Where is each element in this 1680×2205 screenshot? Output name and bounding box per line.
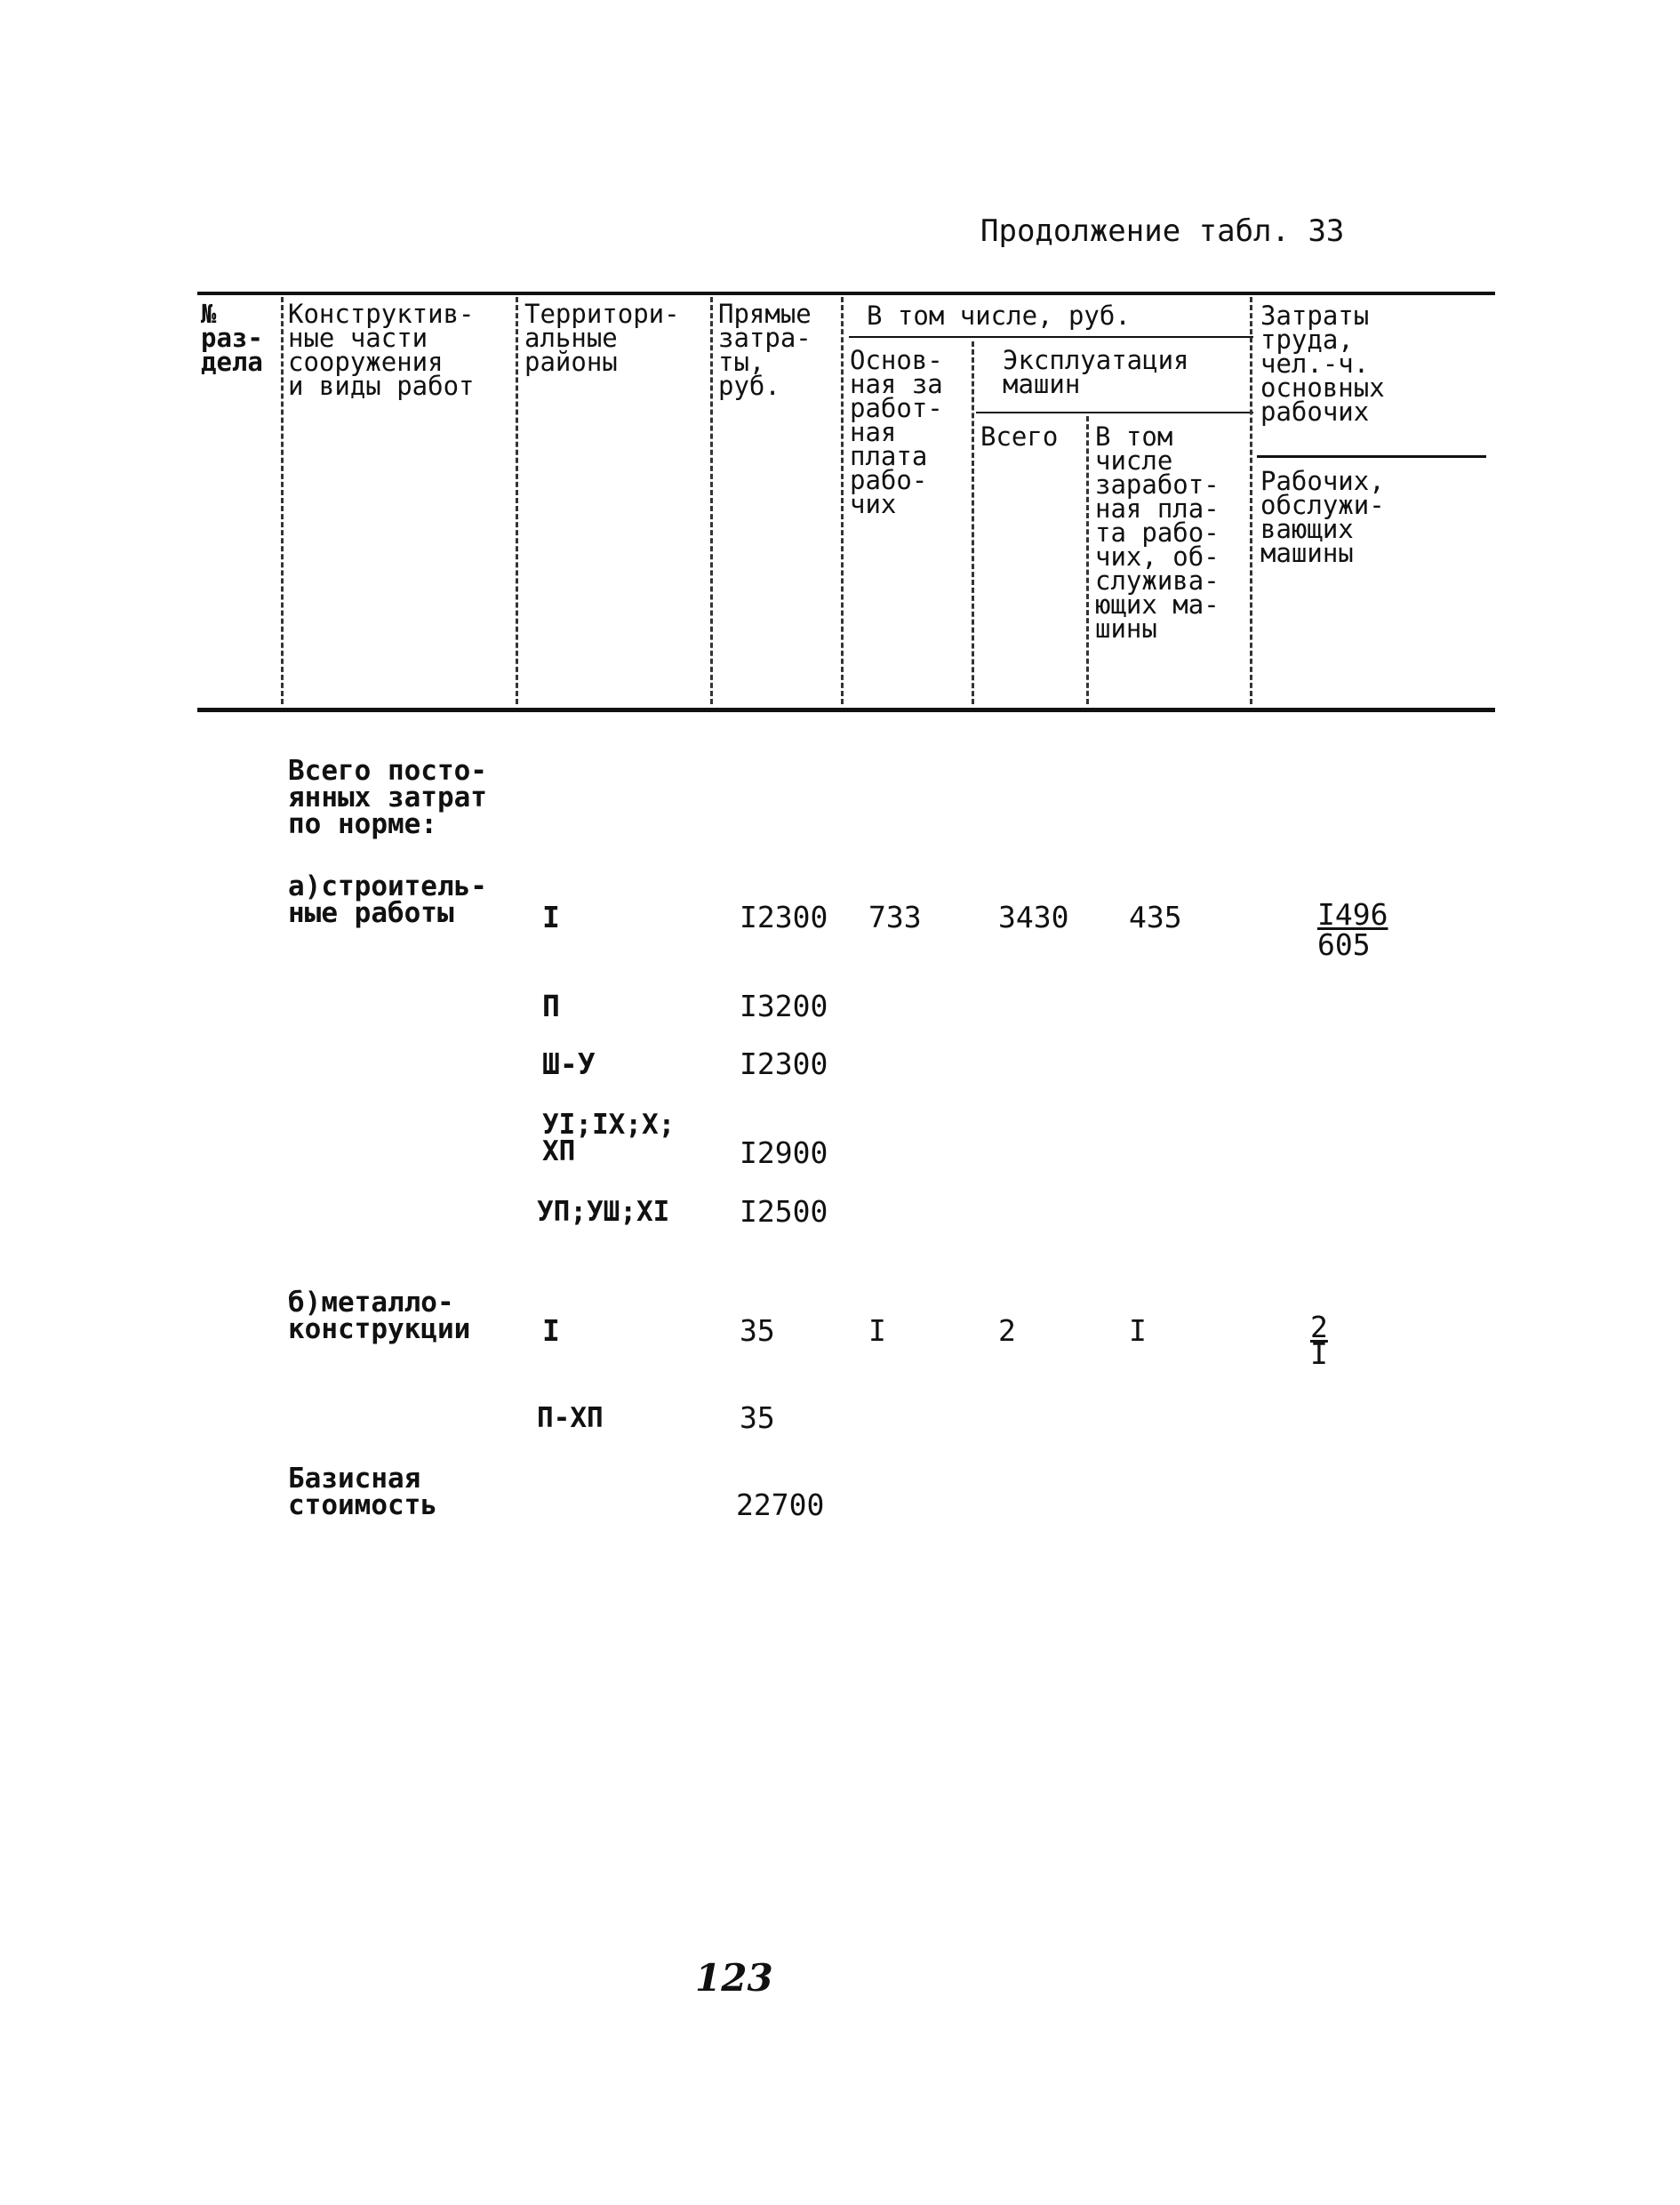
base-cost-label: Базисная стоимость [288, 1463, 437, 1521]
page-number: 123 [695, 1956, 773, 2000]
section-a-label: а)строитель- ные работы [288, 870, 487, 929]
header-group-including: В том числе, руб. [867, 301, 1131, 331]
header-col-labor-top: Затраты труда, чел.-ч. основных рабочих [1260, 301, 1385, 427]
col-sep-2 [516, 297, 518, 704]
machines-underline [976, 412, 1253, 413]
a-row1-region: I [542, 900, 560, 934]
header-col-total: Всего [980, 421, 1059, 452]
header-col-wage: Основ- ная за работ- ная плата рабо- чих [850, 345, 943, 519]
a-row5-region: УП;УШ;XI [537, 1196, 670, 1228]
b-row1-region: I [542, 1313, 560, 1348]
a-row3-direct: I2300 [740, 1046, 828, 1081]
col-sep-3 [710, 297, 713, 704]
header-col-direct: Прямые затра- ты, руб. [718, 299, 812, 401]
b-row1-labor-bottom: I [1310, 1336, 1328, 1371]
col-sep-6 [1086, 416, 1089, 704]
a-row4-direct: I2900 [740, 1135, 828, 1170]
base-cost-value: 22700 [736, 1487, 825, 1522]
labor-divider [1257, 455, 1486, 458]
table-caption: Продолжение табл. 33 [980, 213, 1345, 249]
col-sep-7 [1250, 297, 1252, 704]
a-row1-total: 3430 [998, 900, 1069, 934]
header-group-machines: Эксплуатация машин [1003, 345, 1189, 399]
a-row4-region: УI;IX;X; XП [542, 1109, 676, 1167]
col-sep-4 [841, 297, 844, 704]
header-top-rule [197, 292, 1495, 295]
b-row1-machine-wage: I [1129, 1313, 1147, 1348]
col-sep-1 [281, 297, 284, 704]
b-row1-total: 2 [998, 1313, 1016, 1348]
a-row1-labor-top: I496 [1317, 897, 1388, 932]
section-total-label: Всего посто- янных затрат по норме: [288, 755, 487, 840]
a-row5-direct: I2500 [740, 1194, 828, 1229]
b-row1-labor-top: 2 [1310, 1310, 1328, 1344]
a-row2-direct: I3200 [740, 989, 828, 1023]
including-underline [849, 336, 1253, 338]
a-row1-labor-bottom: 605 [1317, 927, 1371, 962]
a-row2-region: П [542, 989, 560, 1023]
header-col-labor-bottom: Рабочих, обслужи- вающих машины [1260, 466, 1385, 568]
header-col-parts: Конструктив- ные части сооружения и виды работ [288, 299, 475, 401]
header-col-num: № раз- дела [201, 299, 263, 377]
header-col-machine-wage: В том числе заработ- ная пла- та рабо- чих, об- служива- ющих ма- шины [1095, 421, 1220, 644]
a-row1-machine-wage: 435 [1129, 900, 1182, 934]
a-row1-wage: 733 [868, 900, 922, 934]
b-row1-direct: 35 [740, 1313, 775, 1348]
a-row3-region: Ш-У [542, 1046, 596, 1081]
b-row1-wage: I [868, 1313, 886, 1348]
header-bottom-rule [197, 708, 1495, 712]
header-col-region: Территори- альные районы [524, 299, 680, 377]
b-row2-region: П-XП [537, 1402, 604, 1434]
a-row1-direct: I2300 [740, 900, 828, 934]
col-sep-5 [972, 341, 974, 704]
b-row2-direct: 35 [740, 1400, 775, 1435]
section-b-label: б)металло- конструкции [288, 1287, 471, 1345]
